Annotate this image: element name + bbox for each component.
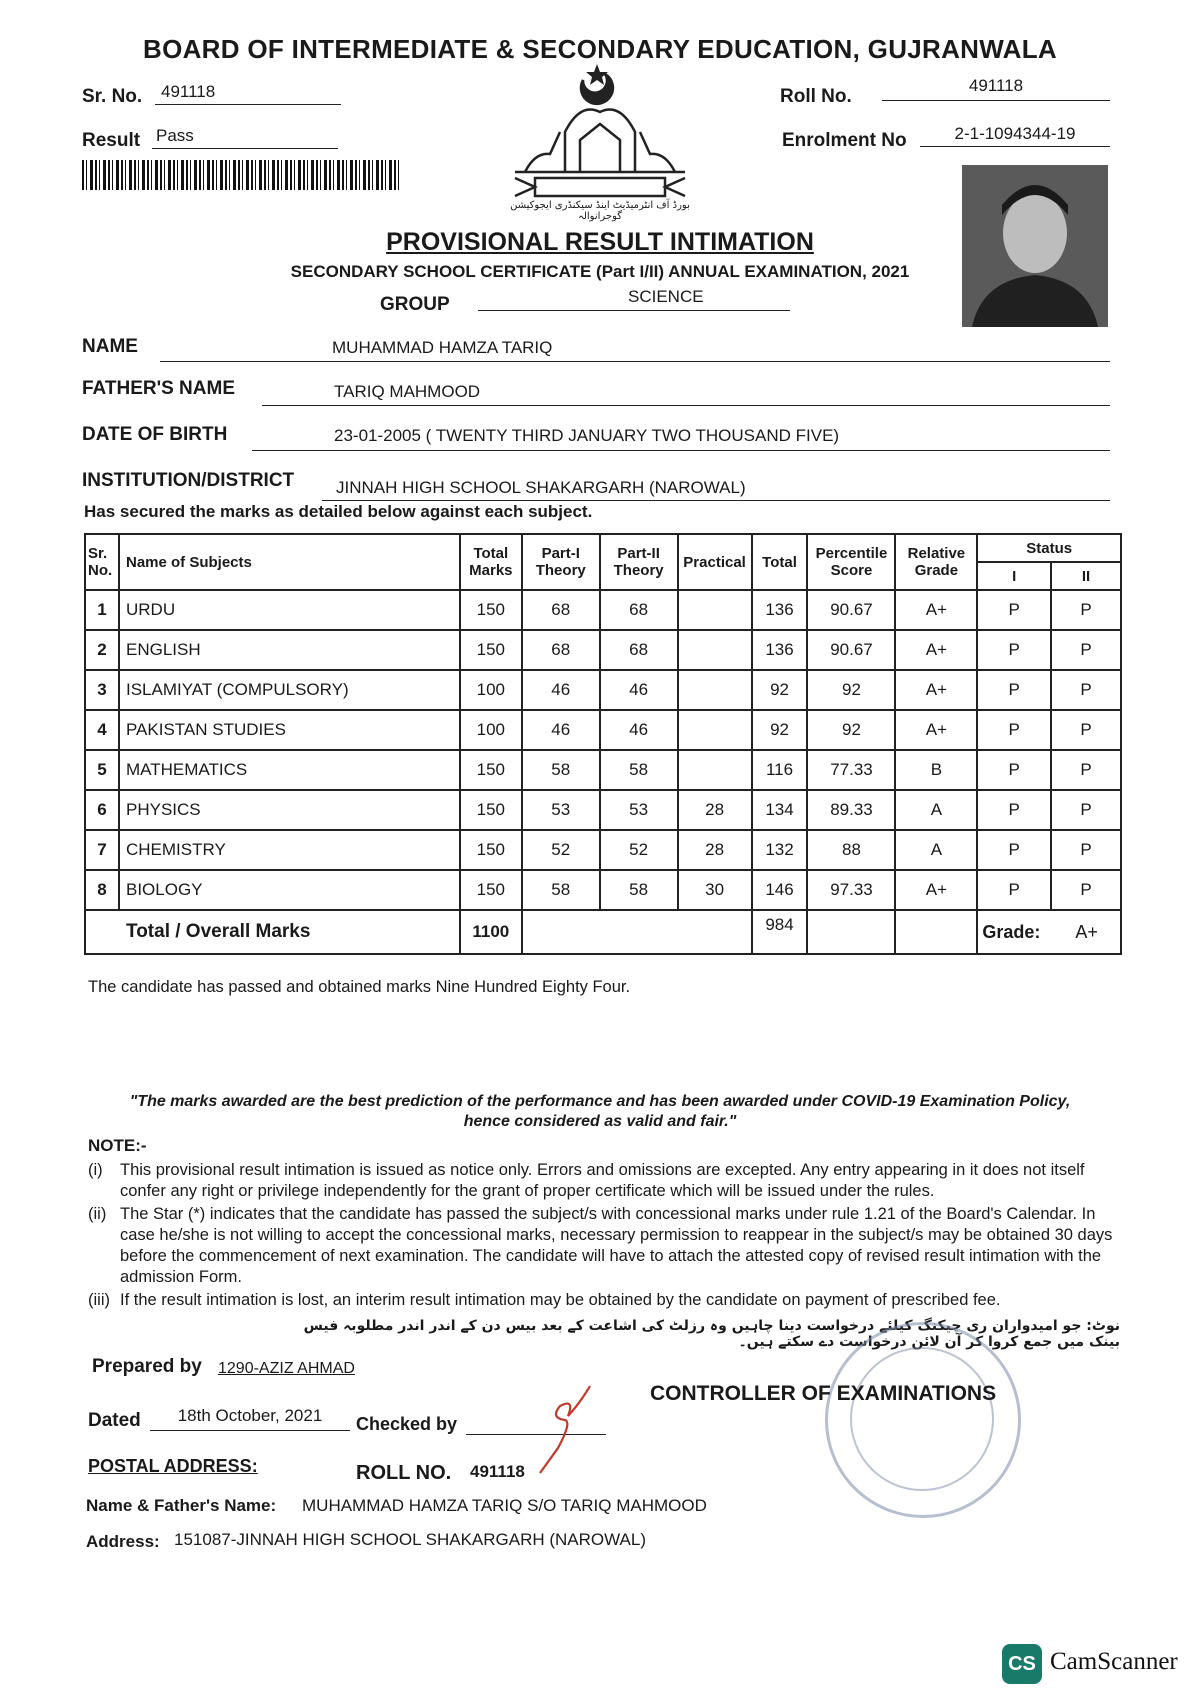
cell-percentile: 97.33 [807, 870, 895, 910]
covid-note-line2: hence considered as valid and fair." [463, 1113, 737, 1130]
cell-total-marks: 150 [460, 830, 522, 870]
cell-grade: A+ [895, 630, 977, 670]
cell-total: 116 [752, 750, 808, 790]
enrolment-value: 2-1-1094344-19 [920, 124, 1110, 147]
barcode [82, 160, 400, 190]
note-num: (iii) [88, 1291, 110, 1309]
address-value: 151087-JINNAH HIGH SCHOOL SHAKARGARH (NAROWAL) [174, 1530, 647, 1549]
name-label: NAME [82, 336, 138, 357]
enrolment-label: Enrolment No [782, 130, 907, 151]
header-percentile-1: Percentile [815, 545, 888, 562]
dob-label: DATE OF BIRTH [82, 424, 228, 445]
cell-status-ii: P [1051, 870, 1121, 910]
cell-total: 134 [752, 790, 808, 830]
total-row-obtained: 984 [752, 910, 808, 954]
cell-grade: A [895, 830, 977, 870]
institution-value: JINNAH HIGH SCHOOL SHAKARGARH (NAROWAL) [336, 478, 746, 497]
cell-status-i: P [977, 750, 1051, 790]
cell-grade: A+ [895, 710, 977, 750]
cell-part1: 58 [522, 750, 600, 790]
header-part2 [600, 534, 678, 590]
cell-practical: 28 [678, 790, 752, 830]
header-part2-1: Part-II [617, 545, 660, 562]
table-header-row [85, 534, 1121, 562]
header-total-marks-1: Total [473, 545, 509, 562]
cell-grade: A+ [895, 590, 977, 630]
total-row-grade-label: Grade: [982, 921, 1041, 942]
camscanner-logo-icon: CS [1002, 1644, 1042, 1684]
marks-table [84, 533, 1122, 955]
roll-no-value: 491118 [882, 76, 1110, 101]
total-row [85, 910, 1121, 954]
cell-total: 132 [752, 830, 808, 870]
covid-note [0, 1092, 1200, 1132]
header-no: No. [88, 562, 113, 579]
cell-part1: 52 [522, 830, 600, 870]
secured-text: Has secured the marks as detailed below against each subject. [84, 502, 593, 521]
cell-part2: 46 [600, 710, 678, 750]
cell-total-marks: 150 [460, 630, 522, 670]
total-row-grade-value: A+ [1075, 921, 1098, 942]
header-relative-1: Relative [907, 545, 966, 562]
name-father-label: Name & Father's Name: [86, 1496, 277, 1515]
header-percentile-2: Score [830, 562, 873, 579]
header-status-i: I [977, 562, 1051, 590]
notes-list [88, 1160, 1128, 1311]
table-row [85, 630, 1121, 670]
footer-roll-label: ROLL NO. [356, 1462, 452, 1484]
result-label: Result [82, 130, 141, 151]
table-row [85, 790, 1121, 830]
prepared-label: Prepared by [92, 1356, 202, 1377]
cell-sr: 4 [85, 710, 119, 750]
table-row [85, 830, 1121, 870]
cell-status-i: P [977, 790, 1051, 830]
cell-sr: 8 [85, 870, 119, 910]
total-row-grade [977, 910, 1121, 954]
camscanner-text: CamScanner [1050, 1648, 1178, 1675]
cell-part2: 52 [600, 830, 678, 870]
institution-label: INSTITUTION/DISTRICT [82, 470, 295, 491]
cell-part1: 46 [522, 670, 600, 710]
institution-underline [322, 500, 1110, 501]
dob-underline [252, 450, 1110, 451]
cell-part1: 53 [522, 790, 600, 830]
header-total: Total [752, 534, 808, 590]
header-status: Status [977, 534, 1121, 562]
cell-status-ii: P [1051, 830, 1121, 870]
header-status-ii: II [1051, 562, 1121, 590]
note-num: (ii) [88, 1205, 107, 1223]
board-logo [505, 62, 695, 222]
cell-total-marks: 150 [460, 750, 522, 790]
table-row [85, 590, 1121, 630]
logo-urdu-text: بورڈ آف انٹرمیڈیٹ اینڈ سیکنڈری ایجوکیشن گوجرانوالہ [510, 200, 690, 222]
prepared-value: 1290-AZIZ AHMAD [218, 1360, 355, 1377]
postal-address-label: POSTAL ADDRESS: [88, 1456, 258, 1476]
note-item [88, 1204, 1128, 1288]
cell-percentile: 92 [807, 710, 895, 750]
note-text: This provisional result intimation is issued as notice only. Errors and omissions are excepted. Any entry appearing in it does not itself confer any right or privilege independently for the grant of proper certificate which will be issued under the rules. [120, 1161, 1085, 1200]
cell-practical [678, 630, 752, 670]
cell-percentile: 77.33 [807, 750, 895, 790]
cell-sr: 6 [85, 790, 119, 830]
cell-sr: 3 [85, 670, 119, 710]
covid-note-line1: "The marks awarded are the best prediction of the performance and has been awarded under COVID-19 Examination Policy, [129, 1093, 1071, 1110]
controller-label: CONTROLLER OF EXAMINATIONS [650, 1382, 997, 1405]
cell-part1: 46 [522, 710, 600, 750]
cell-part1: 58 [522, 870, 600, 910]
cell-grade: A+ [895, 670, 977, 710]
table-row [85, 870, 1121, 910]
cell-percentile: 89.33 [807, 790, 895, 830]
result-value: Pass [152, 126, 338, 149]
marks-table-body [85, 590, 1121, 910]
checked-label: Checked by [356, 1414, 458, 1434]
note-num: (i) [88, 1161, 103, 1179]
total-row-blank [522, 910, 752, 954]
header-sr: Sr. [88, 545, 108, 562]
cell-subject: URDU [119, 590, 460, 630]
cell-total: 136 [752, 590, 808, 630]
signature [520, 1378, 620, 1483]
cell-status-ii: P [1051, 590, 1121, 630]
cell-total-marks: 150 [460, 870, 522, 910]
cell-total-marks: 150 [460, 590, 522, 630]
roll-no-label: Roll No. [780, 86, 852, 107]
board-title: BOARD OF INTERMEDIATE & SECONDARY EDUCATION, GUJRANWALA [143, 34, 1057, 64]
header-part2-2: Theory [613, 562, 664, 579]
cell-subject: CHEMISTRY [119, 830, 460, 870]
urdu-note: نوٹ: جو امیدواران ری چیکنگ کیلئے درخواست دینا چاہیں وہ رزلٹ کی اشاعت کے بعد بیس دن کے اندر اندر مطلوبہ فیس بینک میں جمع کروا کر آن لائن درخواست دے سکتے ہیں۔ [303, 1318, 1120, 1350]
dated-label: Dated [88, 1410, 141, 1431]
cell-sr: 1 [85, 590, 119, 630]
note-text: If the result intimation is lost, an interim result intimation may be obtained by the candidate on payment of prescribed fee. [120, 1291, 1001, 1309]
cell-subject: MATHEMATICS [119, 750, 460, 790]
crescent-star-emblem-icon [505, 62, 695, 222]
father-name-underline [262, 405, 1110, 406]
cell-practical: 30 [678, 870, 752, 910]
sr-no-label: Sr. No. [82, 86, 143, 107]
cell-sr: 2 [85, 630, 119, 670]
cell-subject: BIOLOGY [119, 870, 460, 910]
cell-part1: 68 [522, 590, 600, 630]
group-label: GROUP [380, 294, 450, 315]
cell-percentile: 88 [807, 830, 895, 870]
cell-status-ii: P [1051, 750, 1121, 790]
provisional-title: PROVISIONAL RESULT INTIMATION [386, 228, 814, 256]
cell-status-i: P [977, 670, 1051, 710]
cell-sr: 7 [85, 830, 119, 870]
cell-practical: 28 [678, 830, 752, 870]
name-father-value: MUHAMMAD HAMZA TARIQ S/O TARIQ MAHMOOD [302, 1496, 707, 1515]
cell-status-ii: P [1051, 710, 1121, 750]
sr-no-value: 491118 [155, 82, 341, 105]
total-row-total-marks: 1100 [460, 910, 522, 954]
cell-subject: ISLAMIYAT (COMPULSORY) [119, 670, 460, 710]
note-heading: NOTE:- [88, 1136, 147, 1155]
cell-percentile: 90.67 [807, 630, 895, 670]
cell-part2: 46 [600, 670, 678, 710]
cell-status-i: P [977, 710, 1051, 750]
cell-part2: 68 [600, 630, 678, 670]
board-stamp-inner [850, 1347, 994, 1491]
dob-value: 23-01-2005 ( TWENTY THIRD JANUARY TWO THOUSAND FIVE) [334, 426, 840, 445]
total-row-label: Total / Overall Marks [85, 910, 460, 954]
cell-subject: PHYSICS [119, 790, 460, 830]
father-name-label: FATHER'S NAME [82, 378, 236, 399]
cell-total: 136 [752, 630, 808, 670]
cell-total: 92 [752, 710, 808, 750]
cell-practical [678, 750, 752, 790]
header-relative-grade [895, 534, 977, 590]
header-part1-2: Theory [535, 562, 586, 579]
note-item [88, 1160, 1128, 1202]
cell-percentile: 90.67 [807, 590, 895, 630]
dated-value: 18th October, 2021 [150, 1406, 350, 1431]
cell-total-marks: 100 [460, 670, 522, 710]
header-part1-1: Part-I [541, 545, 580, 562]
cell-part1: 68 [522, 630, 600, 670]
signature-icon [520, 1378, 620, 1478]
cell-status-ii: P [1051, 630, 1121, 670]
cell-part2: 58 [600, 750, 678, 790]
cell-percentile: 92 [807, 670, 895, 710]
header-relative-2: Grade [914, 562, 959, 579]
cell-total-marks: 100 [460, 710, 522, 750]
cell-status-i: P [977, 590, 1051, 630]
passed-text: The candidate has passed and obtained marks Nine Hundred Eighty Four. [88, 978, 631, 996]
cell-status-i: P [977, 870, 1051, 910]
cell-sr: 5 [85, 750, 119, 790]
cell-part2: 68 [600, 590, 678, 630]
cell-subject: PAKISTAN STUDIES [119, 710, 460, 750]
cell-grade: A+ [895, 870, 977, 910]
note-item [88, 1290, 1128, 1311]
cell-grade: B [895, 750, 977, 790]
cell-total-marks: 150 [460, 790, 522, 830]
total-row-blank-2 [807, 910, 895, 954]
cell-status-ii: P [1051, 790, 1121, 830]
footer-roll-value: 491118 [470, 1462, 525, 1481]
cell-total: 146 [752, 870, 808, 910]
header-sr-no [85, 534, 119, 590]
cell-part2: 53 [600, 790, 678, 830]
cell-status-i: P [977, 630, 1051, 670]
address-label: Address: [86, 1532, 160, 1551]
header-percentile [807, 534, 895, 590]
header-total-marks-2: Marks [469, 562, 513, 579]
cell-part2: 58 [600, 870, 678, 910]
table-row [85, 710, 1121, 750]
name-value: MUHAMMAD HAMZA TARIQ [332, 338, 553, 357]
header-total-marks [460, 534, 522, 590]
cell-status-ii: P [1051, 670, 1121, 710]
cell-practical [678, 590, 752, 630]
table-row [85, 750, 1121, 790]
exam-title: SECONDARY SCHOOL CERTIFICATE (Part I/II) ANNUAL EXAMINATION, 2021 [290, 262, 910, 281]
total-row-blank-3 [895, 910, 977, 954]
note-text: The Star (*) indicates that the candidate has passed the subject/s with concessional marks under rule 1.21 of the Board's Calendar. In case he/she is not willing to accept the concessional marks, necessary permission to reappear in the subject/s may be obtained 30 days before the commencement of next examination. The candidate will have to attach the attested copy of revised result intimation with the admission Form. [120, 1205, 1113, 1286]
name-underline [160, 361, 1110, 362]
cell-practical [678, 710, 752, 750]
cell-status-i: P [977, 830, 1051, 870]
table-row [85, 670, 1121, 710]
cell-grade: A [895, 790, 977, 830]
header-part1 [522, 534, 600, 590]
header-practical: Practical [678, 534, 752, 590]
cell-subject: ENGLISH [119, 630, 460, 670]
group-value: SCIENCE [478, 287, 790, 311]
father-name-value: TARIQ MAHMOOD [334, 382, 481, 401]
header-subject: Name of Subjects [119, 534, 460, 590]
cell-total: 92 [752, 670, 808, 710]
cell-practical [678, 670, 752, 710]
